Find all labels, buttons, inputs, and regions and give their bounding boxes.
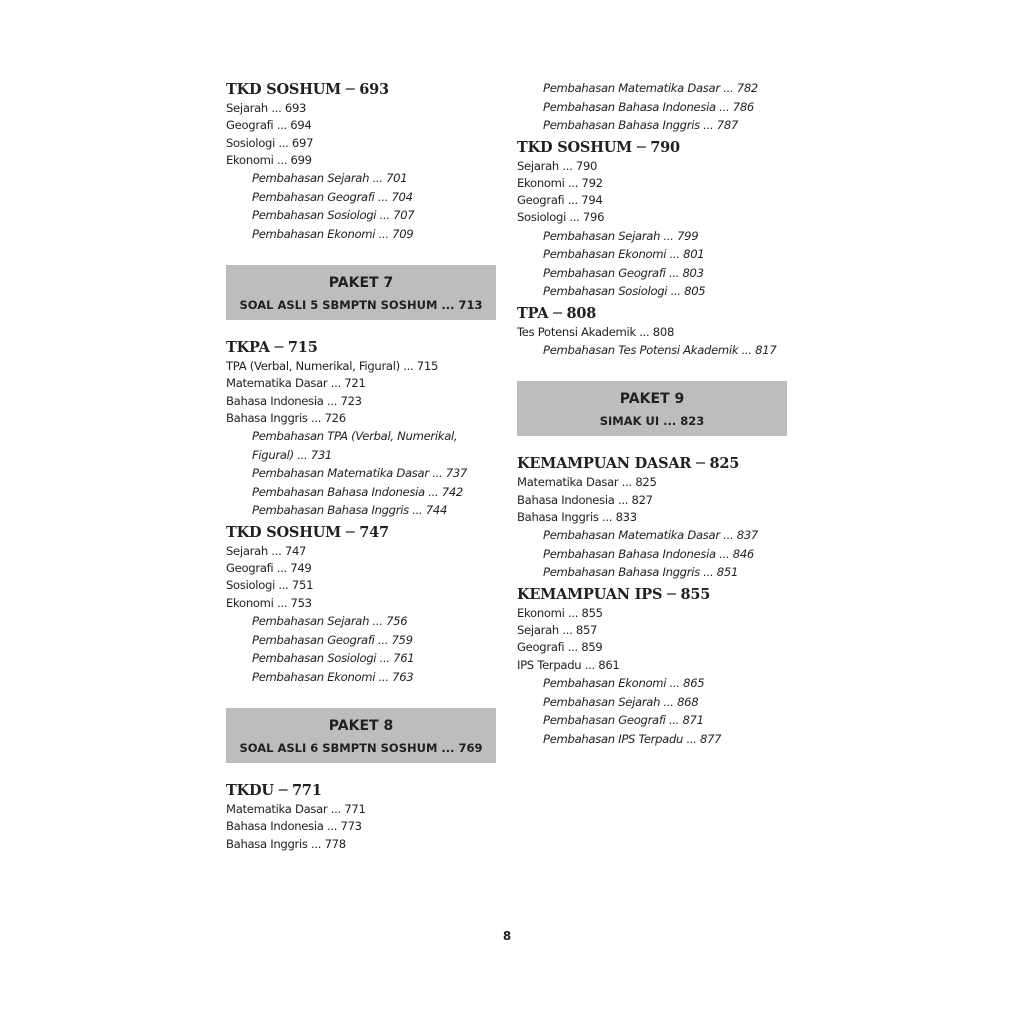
toc-subentry: Pembahasan Bahasa Indonesia ... 742 (252, 484, 463, 499)
package-banner (226, 265, 496, 320)
toc-subentry: Pembahasan Tes Potensi Akademik ... 817 (543, 342, 777, 357)
toc-entry: Ekonomi ... 753 (226, 595, 312, 610)
section-heading: TKD SOSHUM ─ 790 (517, 138, 680, 156)
toc-subentry: Pembahasan Ekonomi ... 865 (543, 676, 705, 691)
toc-subentry: Pembahasan Geografi ... 704 (252, 189, 413, 204)
toc-entry: Sosiologi ... 796 (517, 210, 605, 225)
toc-entry: TPA (Verbal, Numerikal, Figural) ... 715 (226, 359, 439, 374)
toc-entry: Sosiologi ... 697 (226, 135, 314, 150)
toc-entry: IPS Terpadu ... 861 (517, 657, 620, 672)
section-heading: KEMAMPUAN DASAR ─ 825 (517, 455, 740, 473)
package-subtitle: SOAL ASLI 6 SBMPTN SOSHUM ... 769 (239, 741, 483, 756)
toc-entry: Ekonomi ... 792 (517, 175, 603, 190)
toc-entry: Geografi ... 694 (226, 118, 312, 133)
section-heading: TKPA ─ 715 (226, 339, 318, 357)
package-banner (226, 708, 496, 763)
package-subtitle: SIMAK UI ... 823 (599, 414, 705, 429)
toc-subentry: Pembahasan Geografi ... 871 (543, 713, 704, 728)
toc-entry: Matematika Dasar ... 771 (226, 802, 366, 817)
page-number: 8 (502, 929, 512, 943)
toc-subentry: Pembahasan Sejarah ... 756 (252, 614, 408, 629)
toc-subentry: Pembahasan Ekonomi ... 801 (543, 247, 705, 262)
toc-entry: Bahasa Inggris ... 778 (226, 836, 346, 851)
toc-entry: Bahasa Inggris ... 833 (517, 510, 637, 525)
toc-subentry: Pembahasan Bahasa Inggris ... 744 (252, 503, 448, 518)
toc-subentry: Pembahasan Sejarah ... 868 (543, 694, 699, 709)
toc-entry: Sejarah ... 747 (226, 543, 307, 558)
toc-subentry: Pembahasan Bahasa Inggris ... 787 (543, 118, 739, 132)
toc-entry: Sejarah ... 857 (517, 623, 598, 638)
toc-entry: Bahasa Indonesia ... 723 (226, 393, 362, 408)
toc-entry: Sosiologi ... 751 (226, 578, 314, 593)
package-title: PAKET 9 (619, 391, 685, 408)
toc-entry: Ekonomi ... 855 (517, 605, 603, 620)
toc-entry: Matematika Dasar ... 721 (226, 376, 366, 391)
toc-subentry: Pembahasan Matematika Dasar ... 837 (543, 528, 758, 543)
package-banner (517, 381, 787, 436)
package-title: PAKET 7 (328, 275, 394, 292)
section-heading: KEMAMPUAN IPS ─ 855 (517, 585, 711, 603)
toc-entry: Sejarah ... 693 (226, 101, 307, 115)
toc-subentry: Pembahasan Bahasa Indonesia ... 846 (543, 546, 754, 561)
toc-subentry: Pembahasan Sosiologi ... 761 (252, 651, 415, 666)
toc-entry: Bahasa Indonesia ... 827 (517, 492, 653, 507)
toc-subentry: Pembahasan TPA (Verbal, Numerikal, Figural) ... 731 (252, 429, 458, 462)
toc-column-right (517, 79, 787, 748)
toc-entry: Geografi ... 794 (517, 193, 603, 208)
toc-subentry: Pembahasan Matematika Dasar ... 782 (543, 81, 758, 95)
toc-subentry: Pembahasan Matematika Dasar ... 737 (252, 466, 467, 481)
toc-subentry: Pembahasan Geografi ... 759 (252, 632, 413, 647)
toc-subentry: Pembahasan Bahasa Indonesia ... 786 (543, 99, 754, 114)
toc-subentry: Pembahasan Sejarah ... 799 (543, 228, 699, 243)
toc-entry: Sejarah ... 790 (517, 158, 598, 173)
section-heading: TKD SOSHUM ─ 693 (226, 81, 389, 98)
toc-entry: Geografi ... 859 (517, 640, 603, 655)
section-heading: TKDU ─ 771 (226, 782, 322, 800)
toc-subentry: Pembahasan Geografi ... 803 (543, 265, 704, 280)
toc-subentry: Pembahasan Sosiologi ... 805 (543, 284, 706, 299)
package-subtitle: SOAL ASLI 5 SBMPTN SOSHUM ... 713 (239, 298, 483, 313)
package-title: PAKET 8 (328, 718, 394, 735)
toc-column-left (226, 77, 496, 853)
toc-subentry: Pembahasan Ekonomi ... 709 (252, 226, 414, 241)
toc-entry: Matematika Dasar ... 825 (517, 475, 657, 490)
section-heading: TKD SOSHUM ─ 747 (226, 523, 389, 541)
toc-entry: Geografi ... 749 (226, 561, 312, 576)
toc-entry: Tes Potensi Akademik ... 808 (517, 324, 675, 339)
toc-subentry: Pembahasan Sosiologi ... 707 (252, 208, 415, 223)
toc-subentry: Pembahasan IPS Terpadu ... 877 (543, 731, 722, 746)
toc-entry: Ekonomi ... 699 (226, 152, 312, 167)
toc-subentry: Pembahasan Sejarah ... 701 (252, 171, 408, 186)
toc-subentry: Pembahasan Bahasa Inggris ... 851 (543, 565, 739, 580)
toc-entry: Bahasa Inggris ... 726 (226, 411, 346, 426)
section-heading: TPA ─ 808 (517, 304, 597, 322)
toc-entry: Bahasa Indonesia ... 773 (226, 819, 362, 834)
toc-subentry: Pembahasan Ekonomi ... 763 (252, 669, 414, 684)
